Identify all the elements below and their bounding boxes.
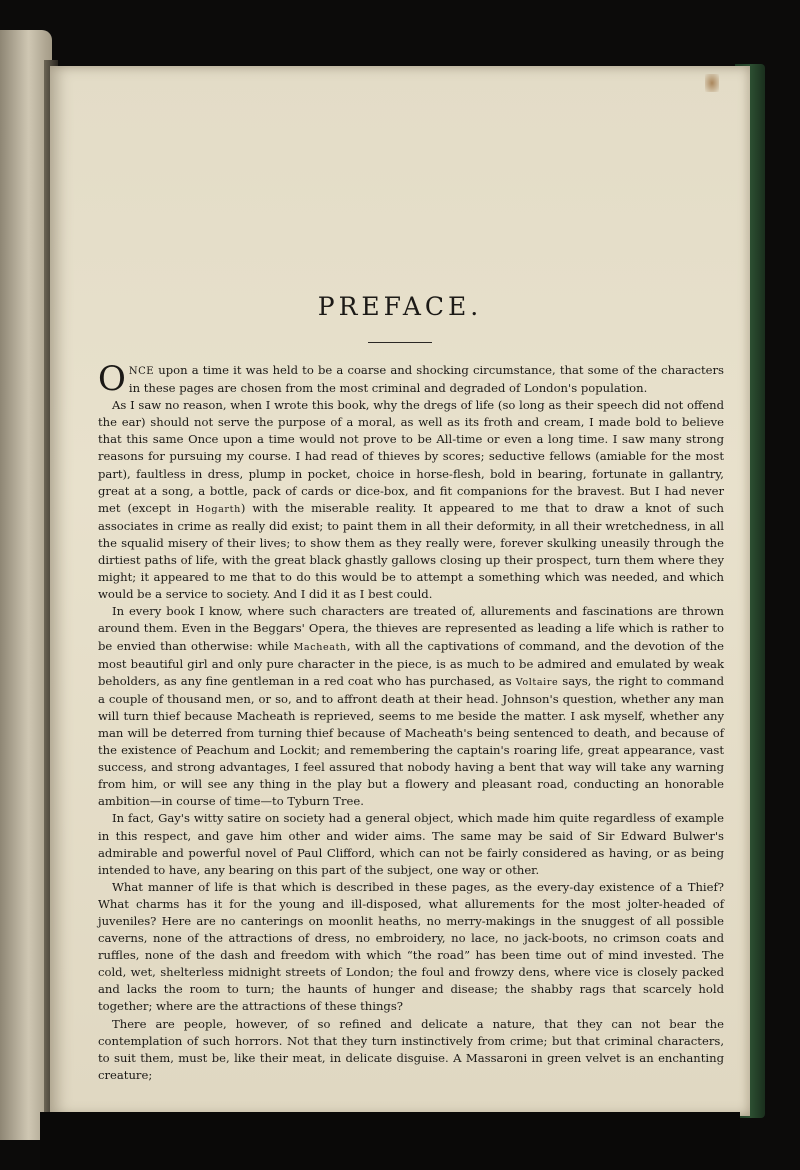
paragraph-6 bbox=[98, 1016, 724, 1084]
table-surface bbox=[40, 1112, 740, 1170]
paragraph-text: In every book I know, where such characters are treated of, allurements and fascinations are thrown around them. Even in the Beggars' Opera, the thieves are represented as leading a life which is rather to be envied than otherwise: while bbox=[98, 604, 724, 653]
small-caps-name: Macheath bbox=[293, 641, 347, 653]
paragraph-text: upon a time it was held to be a coarse and shocking circumstance, that some of the characters in these pages are chosen from the most criminal and degraded of London's population. bbox=[128, 363, 724, 396]
small-caps-name: Voltaire bbox=[515, 676, 559, 688]
page-title: PREFACE. bbox=[317, 292, 483, 321]
paragraph-text: There are people, however, of so refined and delicate a nature, that they can not bear the contemplation of such horrors. Not that they turn instinctively from crime; but that criminal characters, to suit them, must be, like their meat, in delicate disguise. A Massaroni in green velvet is an enchanting creature; bbox=[98, 1016, 724, 1082]
paragraph-text: As I saw no reason, when I wrote this book, why the dregs of life (so long as their speech did not offend the ear) should not serve the purpose of a moral, as well as its froth and cream, I made bold to believe that this same Once upon a time would not prove to be All-time or even a long time. I saw many strong reasons for pursuing my course. I had read of thieves by scores; seductive fellows (amiable for the most part), faultless in dress, plump in pocket, choice in horse-flesh, bold in bearing, fortunate in gallantry, great at a song, a bottle, pack of cards or dice-box, and fit companions for the bravest. But I had never met (except in bbox=[98, 398, 724, 515]
title-rule bbox=[368, 342, 432, 343]
drop-cap: O bbox=[98, 359, 126, 399]
paragraph-5 bbox=[98, 879, 724, 1016]
paragraph-4 bbox=[98, 810, 724, 878]
paragraph-text: says, the right to command a couple of thousand men, or so, and to affront death at their head. Johnson's question, whether any man will turn thief because Macheath is reprieved, seems to me beside the matter. I ask myself, whether any man will be deterred from turning thief because of Macheath's being sentenced to death, and because of the existence of Peachum and Lockit; and remembering the captain's roaring life, great appearance, vast success, and strong advantages, I feel assured that nobody having a bent that way will take any warning from him, or will see any thing in the play but a flowery and pleasant road, conducting an honorable ambition—in course of time—to Tyburn Tree. bbox=[98, 673, 724, 809]
opening-words: NCE bbox=[128, 366, 155, 377]
paragraph-text: , with all the captivations of command, and the devotion of the most beautiful girl and only pure character in the piece, is as much to be admired and emulated by weak beholders, as any fine gentleman in a red coat who has purchased, as bbox=[98, 638, 724, 688]
paragraph-2 bbox=[98, 397, 724, 603]
small-caps-name: Hogarth bbox=[196, 503, 241, 515]
paragraph-1 bbox=[98, 359, 724, 399]
paragraph-text: ) with the miserable reality. It appeared to me that to draw a knot of such associates in crime as really did exist; to paint them in all their deformity, in all their wretchedness, in all the squalid misery of their lives; to show them as they really were, forever skulking uneasily through the dirtiest paths of life, with the great black ghastly gallows closing up their prospect, turn them where they might; it appeared to me that to do this would be to attempt a something which was needed, and which would be a service to society. And I did it as I best could. bbox=[98, 500, 724, 602]
paragraph-3 bbox=[98, 603, 724, 810]
book-page bbox=[50, 66, 750, 1116]
preface-body bbox=[98, 359, 724, 1084]
paragraph-text: What manner of life is that which is described in these pages, as the every-day existence of a Thief? What charms has it for the young and ill-disposed, what allurements for the most jolter-headed of juveniles? Here are no canterings on moonlit heaths, no merry-makings in the snuggest of all possible caverns, none of the attractions of dress, no embroidery, no lace, no jack-boots, no crimson coats and ruffles, none of the dash and freedom with which “the road” has been time out of mind invested. The cold, wet, shelterless midnight streets of London; the foul and frowzy dens, where vice is closely packed and lacks the room to turn; the haunts of hunger and disease; the shabby rags that scarcely hold together; where are the attractions of these things? bbox=[98, 879, 724, 1014]
paragraph-text: In fact, Gay's witty satire on society had a general object, which made him quite regardless of example in this respect, and gave him other and wider aims. The same may be said of Sir Edward Bulwer's admirable and powerful novel of Paul Clifford, which can not be fairly considered as having, or as being intended to have, any bearing on this part of the subject, one way or other. bbox=[98, 811, 724, 877]
foxing-stain bbox=[705, 74, 719, 92]
